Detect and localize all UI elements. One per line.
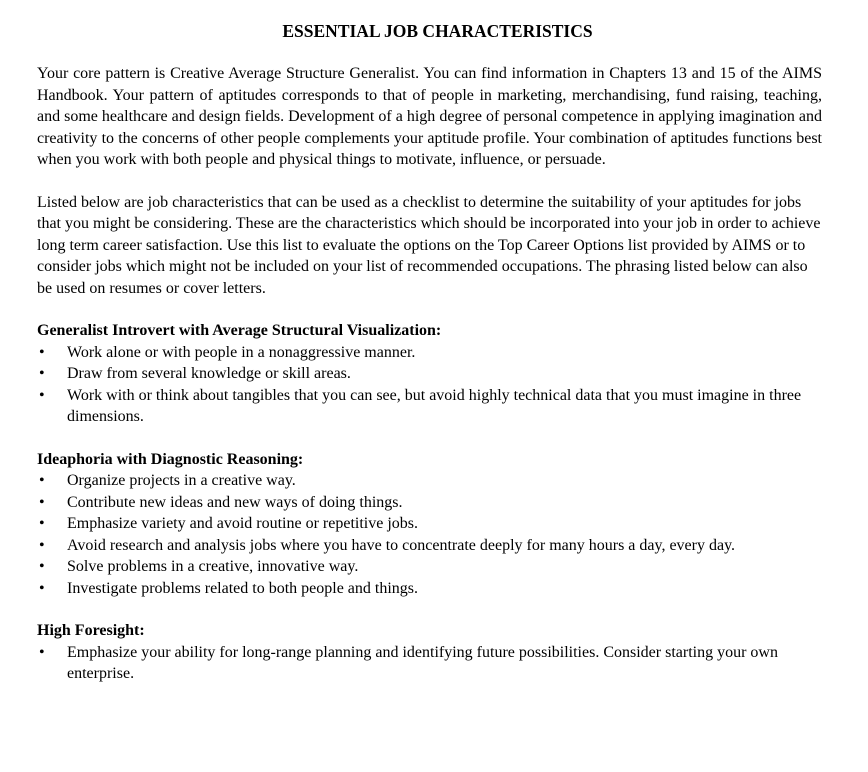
bullet-icon: • [39, 386, 45, 404]
list-item [37, 492, 822, 514]
list-item [37, 342, 822, 364]
section-heading: High Foresight: [37, 622, 145, 639]
bullet-icon: • [39, 472, 45, 489]
list-item [37, 556, 822, 578]
list-item [37, 513, 822, 535]
list-item-text: Draw from several knowledge or skill areas. [67, 365, 351, 382]
intro-paragraph: Your core pattern is Creative Average Structure Generalist. You can find information in Chapters 13 and 15 of the AIMS Handbook. Your pattern of aptitudes corresponds to that of people in marketing, merchandising, fund raising, teaching, and some healthcare and design fields. Development of a high degree of personal competence in applying imagination and creativity to the concerns of other people complements your aptitude profile. Your combination of aptitudes functions best when you work with both people and physical things to motivate, influence, or persuade. [37, 65, 822, 168]
section-heading: Ideaphoria with Diagnostic Reasoning: [37, 450, 304, 468]
bullet-icon: • [39, 558, 45, 575]
bullet-icon: • [39, 343, 45, 361]
document-title: ESSENTIAL JOB CHARACTERISTICS [282, 21, 593, 41]
bullet-list [37, 342, 822, 428]
list-item-text: Contribute new ideas and new ways of doing things. [67, 493, 403, 511]
bullet-icon: • [39, 365, 45, 382]
list-item-text: Work with or think about tangibles that you can see, but avoid highly technical data that you must imagine in three dimensions. [67, 386, 802, 425]
bullet-icon: • [39, 515, 45, 532]
bullet-list [37, 642, 822, 685]
list-item-text: Emphasize variety and avoid routine or repetitive jobs. [67, 515, 418, 532]
section-ideaphoria [37, 449, 822, 600]
bullet-icon: • [39, 493, 45, 511]
list-item [37, 470, 822, 492]
list-item-text: Solve problems in a creative, innovative way. [67, 558, 359, 575]
list-item [37, 363, 822, 385]
bullet-icon: • [39, 579, 45, 597]
list-item-text: Work alone or with people in a nonaggressive manner. [67, 343, 416, 361]
list-item [37, 642, 822, 685]
list-item [37, 578, 822, 600]
list-item-text: Emphasize your ability for long-range planning and identifying future possibilities. Consider starting your own enterprise. [67, 643, 778, 682]
bullet-icon: • [39, 536, 45, 554]
list-item-text: Organize projects in a creative way. [67, 472, 296, 489]
checklist-paragraph: Listed below are job characteristics that can be used as a checklist to determine the suitability of your aptitudes for jobs that you might be considering. These are the characteristics which should be incorporated into your job in order to achieve long term career satisfaction. Use this list to evaluate the options on the Top Career Options list provided by AIMS or to consider jobs which might not be included on your list of recommended occupations. The phrasing listed below can also be used on resumes or cover letters. [37, 193, 821, 297]
bullet-list [37, 470, 822, 599]
list-item-text: Investigate problems related to both people and things. [67, 579, 419, 597]
section-heading: Generalist Introvert with Average Structural Visualization: [37, 322, 442, 339]
list-item [37, 385, 822, 428]
bullet-icon: • [39, 643, 45, 661]
section-generalist-introvert [37, 320, 822, 428]
list-item-text: Avoid research and analysis jobs where you have to concentrate deeply for many hours a day, every day. [67, 536, 736, 554]
list-item [37, 535, 822, 557]
section-high-foresight [37, 620, 822, 685]
